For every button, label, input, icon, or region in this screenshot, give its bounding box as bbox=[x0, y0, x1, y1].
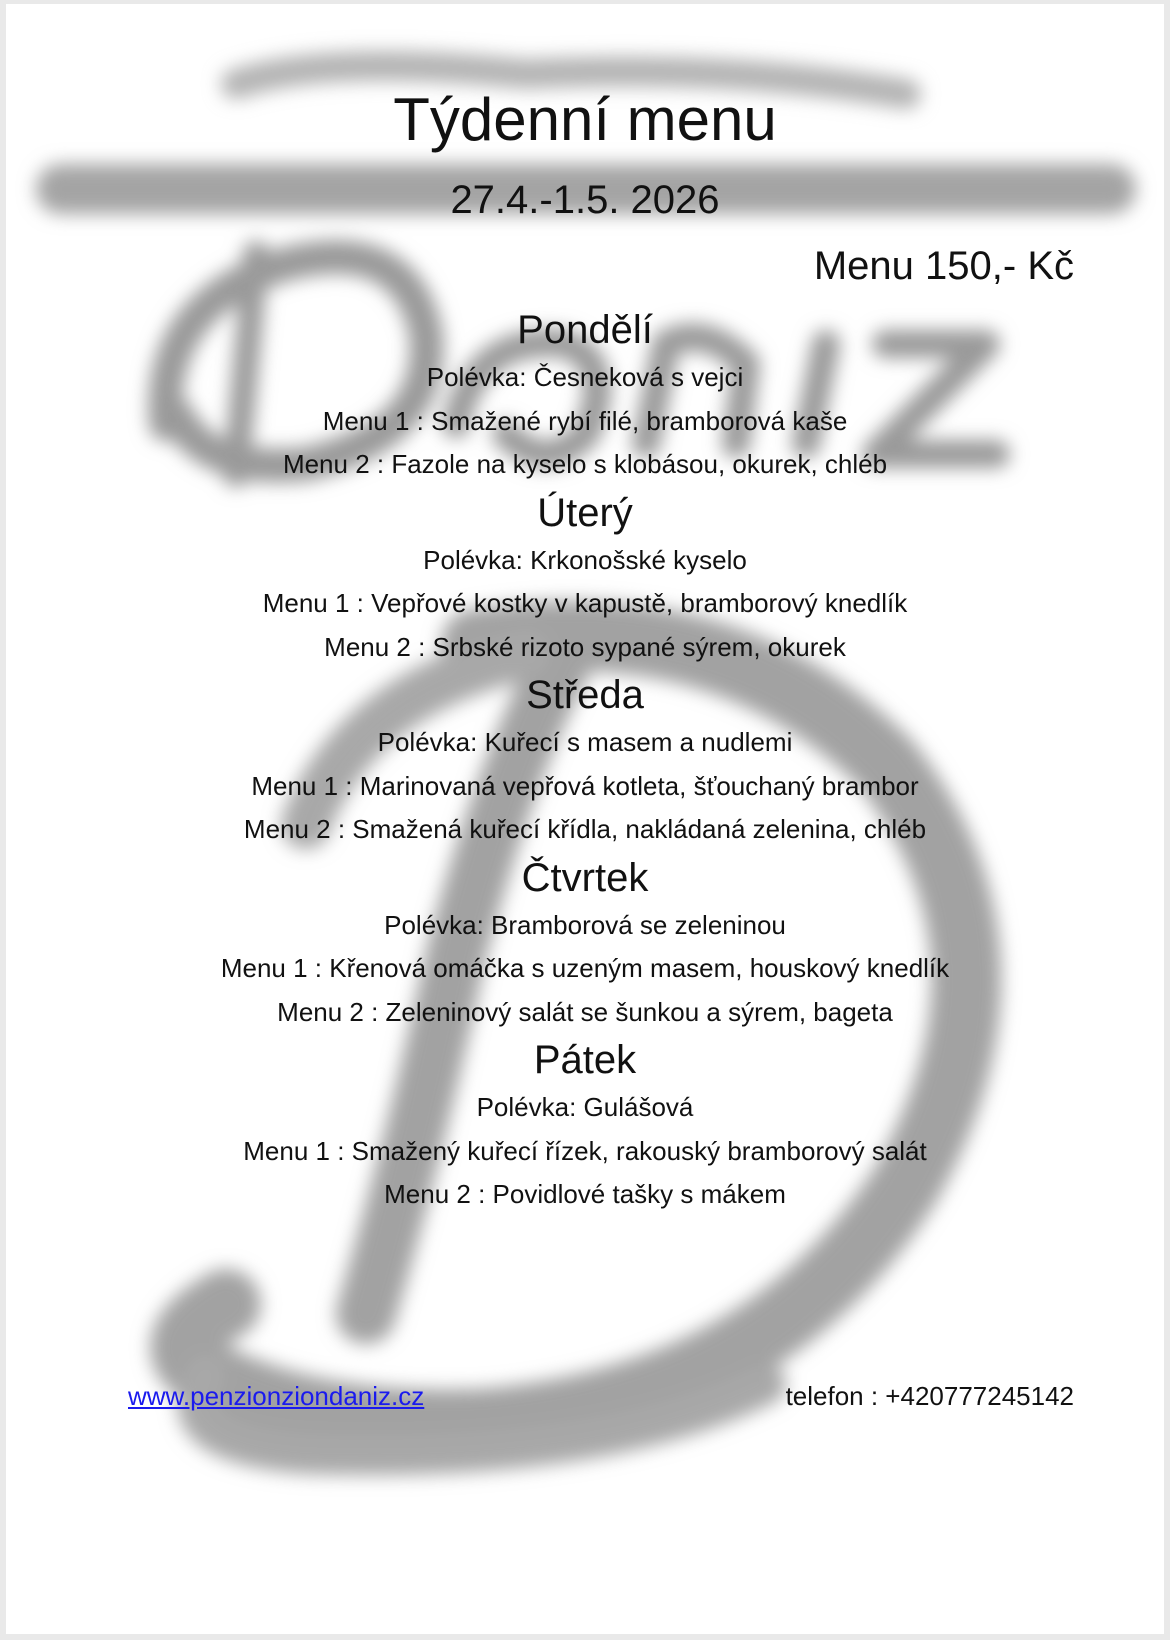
day-heading: Úterý bbox=[537, 490, 633, 535]
menu2-line: Menu 2 : Povidlové tašky s mákem bbox=[384, 1179, 786, 1209]
menu-page bbox=[6, 4, 1164, 1634]
menu1-line: Menu 1 : Křenová omáčka s uzeným masem, houskový knedlík bbox=[220, 953, 950, 983]
soup-line: Polévka: Gulášová bbox=[476, 1092, 694, 1122]
menu1-line: Menu 1 : Smažený kuřecí řízek, rakouský bramborový salát bbox=[243, 1135, 927, 1166]
soup-line: Polévka: Krkonošské kyselo bbox=[423, 544, 747, 575]
website-link[interactable]: www.penzionziondaniz.cz bbox=[128, 1381, 425, 1411]
menu-content bbox=[6, 4, 1164, 1634]
day-thursday bbox=[6, 852, 1164, 1035]
menu2-line: Menu 2 : Smažená kuřecí křídla, nakládaná zelenina, chléb bbox=[243, 814, 927, 844]
phone-number: telefon : +420777245142 bbox=[785, 1381, 1074, 1411]
day-heading: Čtvrtek bbox=[521, 855, 649, 900]
soup-line: Polévka: Česneková s vejci bbox=[426, 362, 744, 392]
menu-price: Menu 150,- Kč bbox=[813, 244, 1074, 288]
day-monday bbox=[6, 304, 1164, 487]
day-heading: Pátek bbox=[533, 1038, 637, 1082]
day-heading: Středa bbox=[526, 673, 644, 717]
day-tuesday bbox=[6, 487, 1164, 670]
soup-line: Polévka: Kuřecí s masem a nudlemi bbox=[377, 727, 793, 757]
date-range: 27.4.-1.5. 2026 bbox=[450, 178, 720, 222]
menu2-line: Menu 2 : Zeleninový salát se šunkou a sýrem, bageta bbox=[277, 996, 893, 1027]
menu1-line: Menu 1 : Smažené rybí filé, bramborová kaše bbox=[322, 405, 848, 436]
page-title: Týdenní menu bbox=[393, 86, 777, 153]
day-friday bbox=[6, 1034, 1164, 1217]
day-heading: Pondělí bbox=[517, 308, 653, 352]
soup-line: Polévka: Bramborová se zeleninou bbox=[384, 909, 786, 940]
day-list bbox=[6, 304, 1164, 1217]
day-wednesday bbox=[6, 669, 1164, 852]
menu1-line: Menu 1 : Marinovaná vepřová kotleta, šťouchaný brambor bbox=[251, 770, 919, 801]
menu2-line: Menu 2 : Srbské rizoto sypané sýrem, okurek bbox=[324, 631, 846, 662]
menu2-line: Menu 2 : Fazole na kyselo s klobásou, okurek, chléb bbox=[282, 449, 888, 479]
menu1-line: Menu 1 : Vepřové kostky v kapustě, bramborový knedlík bbox=[262, 588, 908, 618]
